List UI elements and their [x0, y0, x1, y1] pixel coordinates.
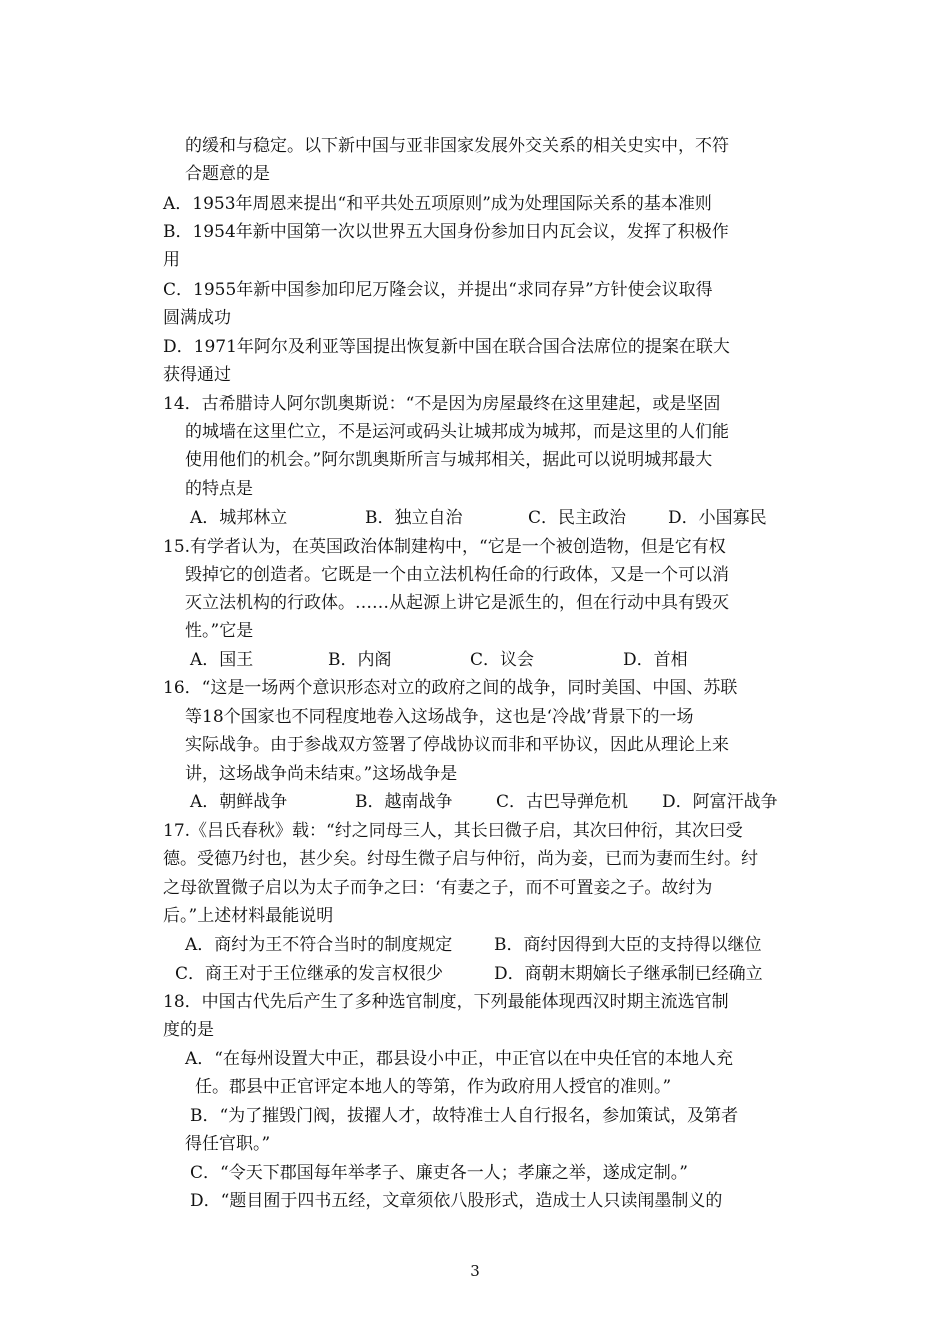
q15-stem: 15.有学者认为，在英国政治体制建构中，“它是一个被创造物，但是它有权: [163, 537, 726, 557]
q14-option-c: C．民主政治: [528, 508, 627, 528]
q16-stem: 讲，这场战争尚未结束。”这场战争是: [185, 764, 458, 784]
q18-option-d: D．“题目囿于四书五经，文章须依八股形式，造成士人只读闱墨制义的: [190, 1191, 723, 1211]
q18-option-c: C．“令天下郡国每年举孝子、廉吏各一人；孝廉之举，遂成定制。”: [190, 1163, 688, 1183]
q17-option-c: C．商王对于王位继承的发言权很少: [175, 964, 444, 984]
intro-option-a: A．1953年周恩来提出“和平共处五项原则”成为处理国际关系的基本准则: [163, 194, 712, 214]
q14-stem: 的特点是: [185, 479, 253, 499]
q18-option-a-cont: 任。郡县中正官评定本地人的等第，作为政府用人授官的准则。”: [195, 1077, 672, 1097]
q15-stem: 性。”它是: [185, 621, 254, 641]
q17-stem: 后。”上述材料最能说明: [163, 906, 334, 926]
page-number: 3: [470, 1262, 480, 1280]
q15-options: [0, 649, 950, 671]
intro-option-d-cont: 获得通过: [163, 365, 231, 385]
intro-option-c-cont: 圆满成功: [163, 308, 231, 328]
q15-option-b: B．内阁: [328, 650, 392, 670]
q14-stem: 14．古希腊诗人阿尔凯奥斯说：“不是因为房屋最终在这里建起，或是坚固: [163, 394, 721, 414]
q15-stem: 毁掉它的创造者。它既是一个由立法机构任命的行政体，又是一个可以消: [185, 565, 729, 585]
intro-line: 的缓和与稳定。以下新中国与亚非国家发展外交关系的相关史实中，不符: [185, 136, 729, 156]
q15-option-c: C．议会: [470, 650, 535, 670]
q14-options: [0, 507, 950, 529]
intro-option-b: B．1954年新中国第一次以世界五大国身份参加日内瓦会议，发挥了积极作: [163, 222, 729, 242]
q15-stem: 灭立法机构的行政体。……从起源上讲它是派生的，但在行动中具有毁灭: [185, 593, 729, 613]
intro-option-b-cont: 用: [163, 250, 180, 270]
intro-option-c: C．1955年新中国参加印尼万隆会议，并提出“求同存异”方针使会议取得: [163, 280, 713, 300]
q14-stem: 使用他们的机会。”阿尔凯奥斯所言与城邦相关，据此可以说明城邦最大: [185, 450, 713, 470]
q16-option-a: A．朝鲜战争: [190, 792, 288, 812]
q16-option-b: B．越南战争: [355, 792, 453, 812]
q16-option-d: D．阿富汗战争: [662, 792, 778, 812]
q16-stem: 等18个国家也不同程度地卷入这场战争，这也是‘冷战’背景下的一场: [185, 707, 694, 727]
q18-stem: 度的是: [163, 1020, 214, 1040]
q14-stem: 的城墙在这里伫立，不是运河或码头让城邦成为城邦，而是这里的人们能: [185, 422, 729, 442]
q15-option-a: A．国王: [190, 650, 254, 670]
q15-option-d: D．首相: [623, 650, 688, 670]
q16-stem: 实际战争。由于参战双方签署了停战协议而非和平协议，因此从理论上来: [185, 735, 729, 755]
q17-option-d: D．商朝末期嫡长子继承制已经确立: [494, 964, 763, 984]
q17-stem: 17.《吕氏春秋》载：“纣之同母三人，其长曰微子启，其次曰仲衍，其次曰受: [163, 821, 743, 841]
q18-stem: 18．中国古代先后产生了多种选官制度，下列最能体现西汉时期主流选官制: [163, 992, 729, 1012]
intro-option-d: D．1971年阿尔及利亚等国提出恢复新中国在联合国合法席位的提案在联大: [163, 337, 730, 357]
q17-option-a: A．商纣为王不符合当时的制度规定: [185, 935, 453, 955]
q18-option-a: A．“在每州设置大中正，郡县设小中正，中正官以在中央任官的本地人充: [185, 1049, 733, 1069]
q16-option-c: C．古巴导弹危机: [496, 792, 629, 812]
q18-option-b-cont: 得任官职。”: [185, 1134, 271, 1154]
q16-stem: 16．“这是一场两个意识形态对立的政府之间的战争，同时美国、中国、苏联: [163, 678, 738, 698]
q16-options: [0, 791, 950, 813]
q17-stem: 之母欲置微子启以为太子而争之曰：‘有妻之子，而不可置妾之子。故纣为: [163, 878, 713, 898]
q18-option-b: B．“为了摧毁门阀，拔擢人才，故特准士人自行报名，参加策试，及第者: [190, 1106, 739, 1126]
q14-option-a: A．城邦林立: [190, 508, 288, 528]
q17-option-b: B．商纣因得到大臣的支持得以继位: [494, 935, 762, 955]
q14-option-d: D．小国寡民: [668, 508, 767, 528]
q17-stem: 德。受德乃纣也，甚少矣。纣母生微子启与仲衍，尚为妾，已而为妻而生纣。纣: [163, 849, 758, 869]
intro-line: 合题意的是: [185, 164, 270, 184]
q14-option-b: B．独立自治: [365, 508, 463, 528]
